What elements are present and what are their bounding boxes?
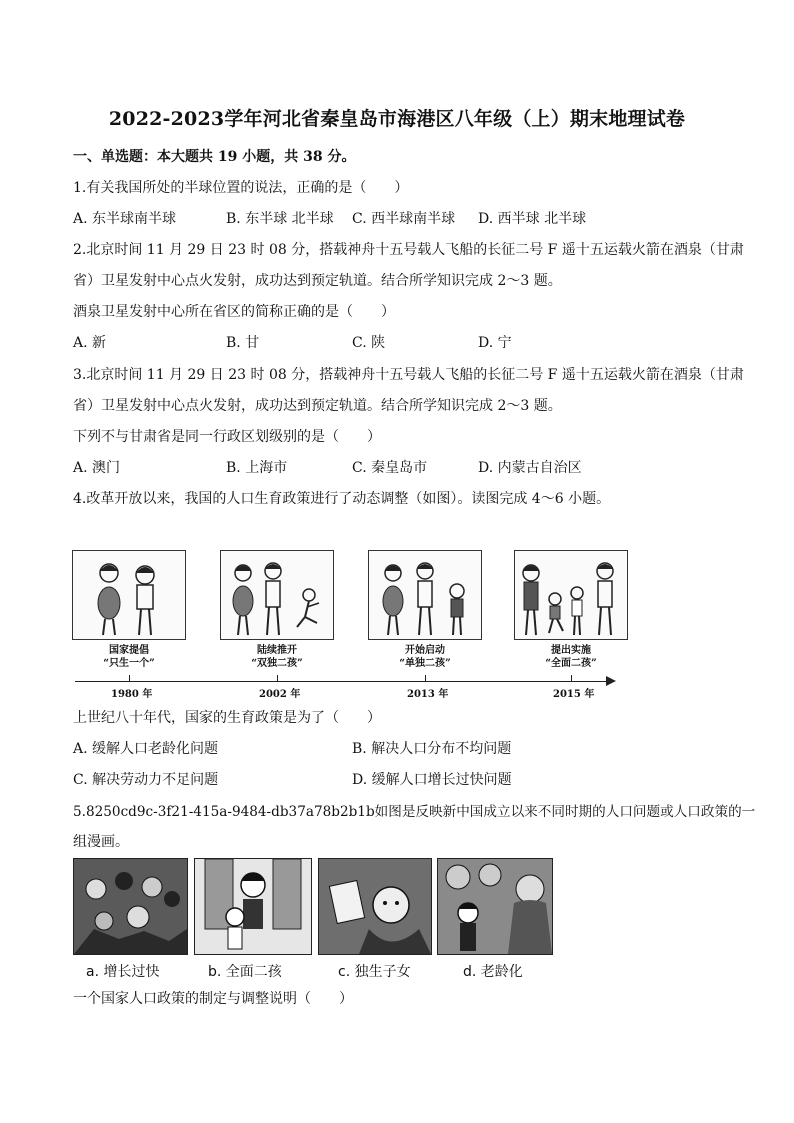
comic-d-caption: d. 老龄化 [463,964,523,980]
comic-b-caption: b. 全面二孩 [208,964,282,980]
section-heading: 一、单选题：本大题共 19 小题，共 38 分。 [73,149,356,165]
comic-c-caption: c. 独生子女 [338,964,411,980]
timeline-label-2015-line1: 提出实施 [551,645,591,656]
timeline-tick [425,675,426,682]
timeline-panel-2015 [514,550,628,640]
q2-option-c[interactable]: C. 陕 [352,335,386,351]
timeline-arrow-icon [606,676,616,686]
q3-option-c[interactable]: C. 秦皇岛市 [352,460,428,476]
q3-option-b[interactable]: B. 上海市 [226,460,288,476]
question-3-stem-line2: 省）卫星发射中心点火发射，成功达到预定轨道。结合所学知识完成 2～3 题。 [73,398,562,414]
question-4-stem: 4.改革开放以来，我国的人口生育政策进行了动态调整（如图）。读图完成 4～6 小题。 [73,491,611,507]
comic-a-image [73,858,188,955]
timeline-tick [129,675,130,682]
q1-option-b[interactable]: B. 东半球 北半球 [226,211,334,227]
q1-option-a[interactable]: A. 东半球南半球 [73,211,177,227]
timeline-year-2002: 2002 年 [259,689,301,700]
question-2-stem-line2: 省）卫星发射中心点火发射，成功达到预定轨道。结合所学知识完成 2～3 题。 [73,273,562,289]
q4-option-a[interactable]: A. 缓解人口老龄化问题 [73,741,219,757]
timeline-year-2013: 2013 年 [407,689,449,700]
q2-option-d[interactable]: D. 宁 [478,335,512,351]
timeline-tick [571,675,572,682]
question-3-question: 下列不与甘肃省是同一行政区划级别的是（ ） [73,429,381,445]
timeline-panel-2002 [220,550,334,640]
q4-option-d[interactable]: D. 缓解人口增长过快问题 [352,772,512,788]
comic-a-caption: a. 增长过快 [86,964,160,980]
timeline-label-2002 [217,644,337,670]
question-5-stem-line1: 5.8250cd9c-3f21-415a-9484-db37a78b2b1b如图是反映新中国成立以来不同时期的人口问题或人口政策的一 [73,804,756,820]
question-3-stem-line1: 3.北京时间 11 月 29 日 23 时 08 分，搭载神舟十五号载人飞船的长征二号 F 遥十五运载火箭在酒泉（甘肃 [73,367,744,383]
timeline-label-2013 [365,644,485,670]
question-1-stem: 1.有关我国所处的半球位置的说法，正确的是（ ） [73,180,409,196]
q4-option-b[interactable]: B. 解决人口分布不均问题 [352,741,512,757]
timeline-label-2015 [511,644,631,670]
timeline-label-1980 [69,644,189,670]
timeline-axis [75,681,610,682]
timeline-panel-2013 [368,550,482,640]
timeline-year-1980: 1980 年 [111,689,153,700]
question-2-stem-line1: 2.北京时间 11 月 29 日 23 时 08 分，搭载神舟十五号载人飞船的长征二号 F 遥十五运载火箭在酒泉（甘肃 [73,242,744,258]
q2-option-b[interactable]: B. 甘 [226,335,260,351]
question-4-question: 上世纪八十年代，国家的生育政策是为了（ ） [73,710,381,726]
timeline-label-2015-line2: “全面二孩” [545,658,597,669]
q1-option-d[interactable]: D. 西半球 北半球 [478,211,587,227]
comic-b-image [194,858,312,955]
comic-c-image [318,858,432,955]
timeline-label-2013-line2: “单独二孩” [399,658,451,669]
question-2-question: 酒泉卫星发射中心所在省区的简称正确的是（ ） [73,304,395,320]
timeline-panel-1980 [72,550,186,640]
q1-option-c[interactable]: C. 西半球南半球 [352,211,456,227]
comic-d-image [437,858,553,955]
question-5-stem-line2: 组漫画。 [73,834,129,850]
timeline-year-2015: 2015 年 [553,689,595,700]
timeline-label-2002-line2: “双独二孩” [251,658,303,669]
question-5-question: 一个国家人口政策的制定与调整说明（ ） [73,991,353,1007]
timeline-label-2013-line1: 开始启动 [405,645,445,656]
q4-option-c[interactable]: C. 解决劳动力不足问题 [73,772,219,788]
timeline-tick [277,675,278,682]
page-title: 2022-2023学年河北省秦皇岛市海港区八年级（上）期末地理试卷 [108,108,686,130]
timeline-label-1980-line2: “只生一个” [103,658,155,669]
q3-option-d[interactable]: D. 内蒙古自治区 [478,460,582,476]
q3-option-a[interactable]: A. 澳门 [73,460,121,476]
timeline-label-2002-line1: 陆续推开 [257,645,297,656]
timeline-label-1980-line1: 国家提倡 [109,645,149,656]
q2-option-a[interactable]: A. 新 [73,335,107,351]
